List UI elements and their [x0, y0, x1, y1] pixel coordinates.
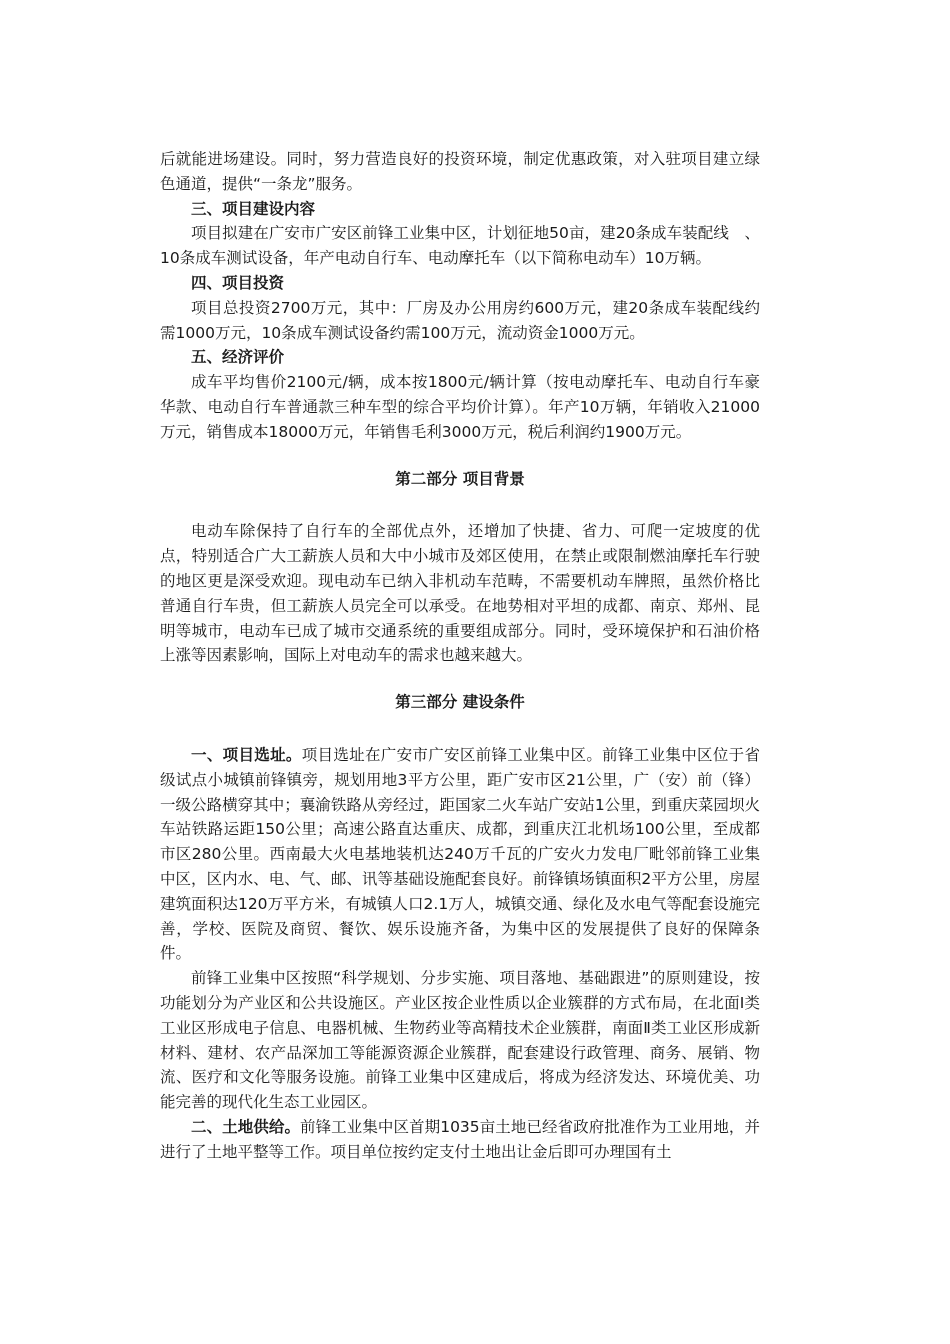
- heading-economic-evaluation: 五、经济评价: [191, 348, 285, 367]
- text-land-supply: 前锋工业集中区首期1035亩土地已经省政府批准作为工业用地，并进行了土地平整等工作。项目单位按约定支付土地出让金后即可办理国有土: [160, 1117, 760, 1161]
- section-title-background: 第二部分 项目背景: [395, 469, 525, 488]
- lead-land-supply: 二、土地供给。: [191, 1117, 301, 1136]
- paragraph-economic-evaluation: 成车平均售价2100元/辆，成本按1800元/辆计算（按电动摩托车、电动自行车豪华款、电动自行车普通款三种车型的综合平均价计算）。年产10万辆，年销收入21000万元，销售成本18000万元，年销售毛利3000万元，税后利润约1900万元。: [160, 373, 760, 441]
- text-site-selection: 项目选址在广安市广安区前锋工业集中区。前锋工业集中区位于省级试点小城镇前锋镇旁，规划用地3平方公里，距广安市区21公里，广（安）前（锋）一级公路横穿其中；襄渝铁路从旁经过，距国家二火车站广安站1公里，到重庆菜园坝火车站铁路运距150公里；高速公路直达重庆、成都，到重庆江北机场100公里，至成都市区280公里。西南最大火电基地装机达240万千瓦的广安火力发电厂毗邻前锋工业集中区，区内水、电、气、邮、讯等基础设施配套良好。前锋镇场镇面积2平方公里，房屋建筑面积达120万平方米，有城镇人口2.1万人，城镇交通、绿化及水电气等配套设施完善，学校、医院及商贸、餐饮、娱乐设施齐备，为集中区的发展提供了良好的保障条件。: [160, 745, 760, 963]
- paragraph-background: 电动车除保持了自行车的全部优点外，还增加了快捷、省力、可爬一定坡度的优点，特别适合广大工薪族人员和大中小城市及郊区使用，在禁止或限制燃油摩托车行驶的地区更是深受欢迎。现电动车已纳入非机动车范畴，不需要机动车牌照，虽然价格比普通自行车贵，但工薪族人员完全可以承受。在地势相对平坦的成都、南京、郑州、昆明等城市，电动车已成了城市交通系统的重要组成部分。同时，受环境保护和石油价格上涨等因素影响，国际上对电动车的需求也越来越大。: [160, 522, 760, 665]
- document-body: [160, 147, 760, 1164]
- paragraph-industrial-zone: 前锋工业集中区按照“科学规划、分步实施、项目落地、基础跟进”的原则建设，按功能划分为产业区和公共设施区。产业区按企业性质以企业簇群的方式布局，在北面Ⅰ类工业区形成电子信息、电器机械、生物药业等高精技术企业簇群，南面Ⅱ类工业区形成新材料、建材、农产品深加工等能源资源企业簇群，配套建设行政管理、商务、展销、物流、医疗和文化等服务设施。前锋工业集中区建成后，将成为经济发达、环境优美、功能完善的现代化生态工业园区。: [160, 969, 760, 1112]
- heading-construction-content: 三、项目建设内容: [191, 199, 316, 218]
- section-title-conditions: 第三部分 建设条件: [395, 693, 525, 712]
- paragraph-site-selection: [160, 743, 760, 966]
- paragraph-continued: 后就能进场建设。同时，努力营造良好的投资环境，制定优惠政策，对入驻项目建立绿色通道，提供“一条龙”服务。: [160, 150, 760, 193]
- heading-investment: 四、项目投资: [191, 273, 285, 292]
- paragraph-land-supply: [160, 1115, 760, 1165]
- paragraph-construction-content: 项目拟建在广安市广安区前锋工业集中区，计划征地50亩，建20条成车装配线 、10条成车测试设备，年产电动自行车、电动摩托车（以下简称电动车）10万辆。: [160, 224, 760, 268]
- lead-site-selection: 一、项目选址。: [191, 745, 302, 764]
- paragraph-investment: 项目总投资2700万元，其中：厂房及办公用房约600万元，建20条成车装配线约需1000万元，10条成车测试设备约需100万元，流动资金1000万元。: [160, 298, 760, 342]
